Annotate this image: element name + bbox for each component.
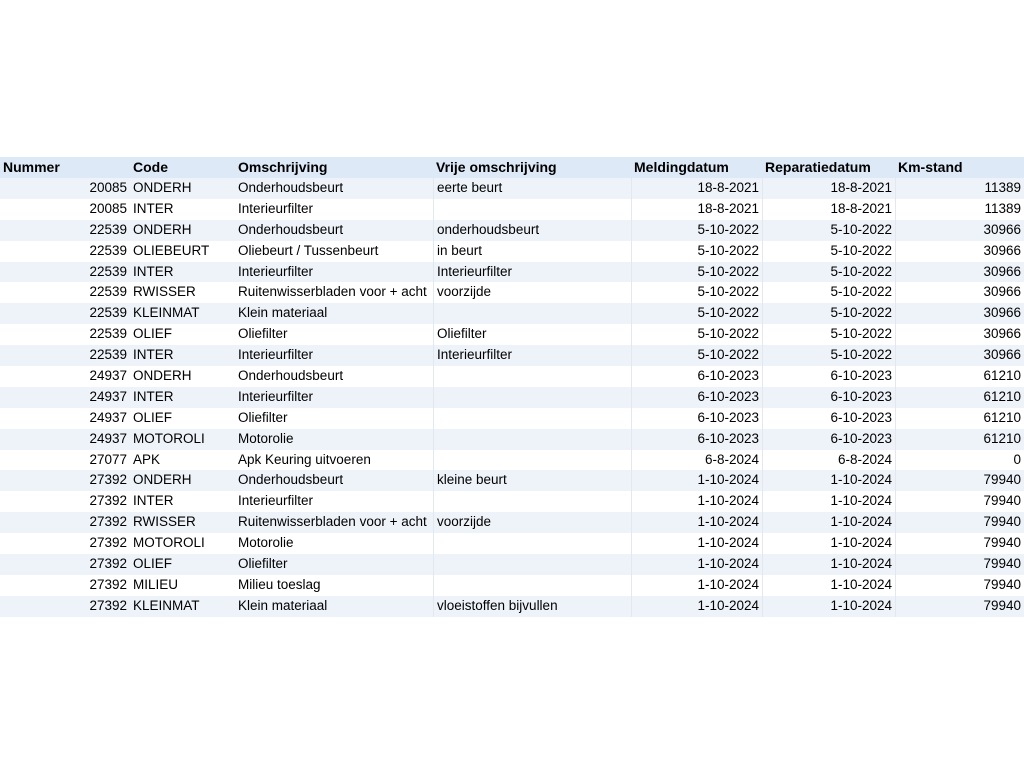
header-km-stand[interactable]: Km-stand [895, 157, 1024, 178]
cell-nummer[interactable]: 24937 [0, 408, 130, 429]
cell-meldingdatum[interactable]: 6-10-2023 [631, 429, 762, 450]
cell-reparatiedatum[interactable]: 18-8-2021 [762, 178, 895, 199]
cell-code[interactable]: ONDERH [130, 366, 235, 387]
cell-omschrijving[interactable]: Motorolie [235, 429, 433, 450]
cell-code[interactable]: OLIEF [130, 324, 235, 345]
cell-vrije-omschrijving[interactable] [433, 429, 631, 450]
cell-code[interactable]: ONDERH [130, 178, 235, 199]
cell-vrije-omschrijving[interactable]: eerte beurt [433, 178, 631, 199]
cell-km-stand[interactable]: 30966 [895, 220, 1024, 241]
cell-km-stand[interactable]: 11389 [895, 178, 1024, 199]
cell-vrije-omschrijving[interactable] [433, 303, 631, 324]
cell-reparatiedatum[interactable]: 6-10-2023 [762, 387, 895, 408]
cell-nummer[interactable]: 20085 [0, 199, 130, 220]
cell-meldingdatum[interactable]: 1-10-2024 [631, 596, 762, 617]
cell-nummer[interactable]: 22539 [0, 303, 130, 324]
cell-reparatiedatum[interactable]: 6-10-2023 [762, 408, 895, 429]
cell-reparatiedatum[interactable]: 1-10-2024 [762, 596, 895, 617]
header-omschrijving[interactable]: Omschrijving [235, 157, 433, 178]
header-vrije-omschrijving[interactable]: Vrije omschrijving [433, 157, 631, 178]
cell-omschrijving[interactable]: Interieurfilter [235, 345, 433, 366]
cell-nummer[interactable]: 20085 [0, 178, 130, 199]
cell-nummer[interactable]: 22539 [0, 220, 130, 241]
cell-meldingdatum[interactable]: 5-10-2022 [631, 303, 762, 324]
cell-reparatiedatum[interactable]: 1-10-2024 [762, 533, 895, 554]
cell-vrije-omschrijving[interactable]: voorzijde [433, 282, 631, 303]
cell-meldingdatum[interactable]: 1-10-2024 [631, 533, 762, 554]
cell-reparatiedatum[interactable]: 5-10-2022 [762, 345, 895, 366]
cell-omschrijving[interactable]: Motorolie [235, 533, 433, 554]
spreadsheet-table [0, 157, 1024, 617]
cell-vrije-omschrijving[interactable] [433, 408, 631, 429]
cell-reparatiedatum[interactable]: 1-10-2024 [762, 491, 895, 512]
cell-km-stand[interactable]: 79940 [895, 575, 1024, 596]
cell-km-stand[interactable]: 79940 [895, 554, 1024, 575]
cell-omschrijving[interactable]: Interieurfilter [235, 199, 433, 220]
cell-vrije-omschrijving[interactable]: voorzijde [433, 512, 631, 533]
cell-reparatiedatum[interactable]: 6-8-2024 [762, 450, 895, 471]
cell-nummer[interactable]: 27392 [0, 575, 130, 596]
cell-code[interactable]: ONDERH [130, 470, 235, 491]
cell-vrije-omschrijving[interactable] [433, 387, 631, 408]
cell-omschrijving[interactable]: Ruitenwisserbladen voor + acht [235, 512, 433, 533]
cell-reparatiedatum[interactable]: 1-10-2024 [762, 575, 895, 596]
cell-vrije-omschrijving[interactable]: in beurt [433, 241, 631, 262]
cell-omschrijving[interactable]: Klein materiaal [235, 596, 433, 617]
cell-nummer[interactable]: 27392 [0, 554, 130, 575]
cell-reparatiedatum[interactable]: 5-10-2022 [762, 241, 895, 262]
cell-meldingdatum[interactable]: 5-10-2022 [631, 220, 762, 241]
cell-vrije-omschrijving[interactable]: Interieurfilter [433, 262, 631, 283]
cell-meldingdatum[interactable]: 5-10-2022 [631, 241, 762, 262]
cell-meldingdatum[interactable]: 1-10-2024 [631, 491, 762, 512]
cell-code[interactable]: KLEINMAT [130, 303, 235, 324]
cell-reparatiedatum[interactable]: 1-10-2024 [762, 470, 895, 491]
header-nummer[interactable]: Nummer [0, 157, 130, 178]
cell-meldingdatum[interactable]: 6-10-2023 [631, 387, 762, 408]
cell-omschrijving[interactable]: Apk Keuring uitvoeren [235, 450, 433, 471]
cell-meldingdatum[interactable]: 18-8-2021 [631, 199, 762, 220]
cell-nummer[interactable]: 27392 [0, 512, 130, 533]
cell-meldingdatum[interactable]: 6-10-2023 [631, 408, 762, 429]
cell-km-stand[interactable]: 61210 [895, 366, 1024, 387]
cell-meldingdatum[interactable]: 5-10-2022 [631, 282, 762, 303]
cell-meldingdatum[interactable]: 1-10-2024 [631, 512, 762, 533]
cell-reparatiedatum[interactable]: 1-10-2024 [762, 554, 895, 575]
cell-nummer[interactable]: 24937 [0, 366, 130, 387]
cell-nummer[interactable]: 27392 [0, 491, 130, 512]
cell-omschrijving[interactable]: Ruitenwisserbladen voor + acht [235, 282, 433, 303]
cell-code[interactable]: INTER [130, 345, 235, 366]
cell-code[interactable]: RWISSER [130, 512, 235, 533]
cell-reparatiedatum[interactable]: 5-10-2022 [762, 220, 895, 241]
cell-km-stand[interactable]: 79940 [895, 491, 1024, 512]
cell-code[interactable]: ONDERH [130, 220, 235, 241]
cell-omschrijving[interactable]: Onderhoudsbeurt [235, 366, 433, 387]
cell-meldingdatum[interactable]: 5-10-2022 [631, 345, 762, 366]
cell-code[interactable]: MOTOROLI [130, 429, 235, 450]
cell-meldingdatum[interactable]: 6-10-2023 [631, 366, 762, 387]
cell-omschrijving[interactable]: Oliefilter [235, 554, 433, 575]
cell-meldingdatum[interactable]: 1-10-2024 [631, 470, 762, 491]
cell-km-stand[interactable]: 30966 [895, 303, 1024, 324]
cell-vrije-omschrijving[interactable]: kleine beurt [433, 470, 631, 491]
cell-vrije-omschrijving[interactable] [433, 366, 631, 387]
cell-meldingdatum[interactable]: 1-10-2024 [631, 554, 762, 575]
cell-km-stand[interactable]: 11389 [895, 199, 1024, 220]
cell-nummer[interactable]: 22539 [0, 282, 130, 303]
cell-km-stand[interactable]: 61210 [895, 429, 1024, 450]
cell-vrije-omschrijving[interactable]: vloeistoffen bijvullen [433, 596, 631, 617]
cell-km-stand[interactable]: 61210 [895, 408, 1024, 429]
cell-meldingdatum[interactable]: 5-10-2022 [631, 324, 762, 345]
cell-omschrijving[interactable]: Milieu toeslag [235, 575, 433, 596]
cell-reparatiedatum[interactable]: 6-10-2023 [762, 429, 895, 450]
cell-code[interactable]: OLIEF [130, 554, 235, 575]
cell-km-stand[interactable]: 0 [895, 450, 1024, 471]
cell-reparatiedatum[interactable]: 5-10-2022 [762, 262, 895, 283]
cell-nummer[interactable]: 22539 [0, 345, 130, 366]
cell-km-stand[interactable]: 79940 [895, 470, 1024, 491]
cell-km-stand[interactable]: 79940 [895, 512, 1024, 533]
cell-reparatiedatum[interactable]: 1-10-2024 [762, 512, 895, 533]
cell-vrije-omschrijving[interactable] [433, 450, 631, 471]
cell-omschrijving[interactable]: Oliefilter [235, 408, 433, 429]
cell-omschrijving[interactable]: Klein materiaal [235, 303, 433, 324]
cell-reparatiedatum[interactable]: 5-10-2022 [762, 282, 895, 303]
cell-nummer[interactable]: 22539 [0, 241, 130, 262]
cell-reparatiedatum[interactable]: 5-10-2022 [762, 324, 895, 345]
cell-nummer[interactable]: 27392 [0, 596, 130, 617]
cell-nummer[interactable]: 27392 [0, 533, 130, 554]
cell-reparatiedatum[interactable]: 6-10-2023 [762, 366, 895, 387]
cell-code[interactable]: INTER [130, 387, 235, 408]
cell-vrije-omschrijving[interactable]: Oliefilter [433, 324, 631, 345]
cell-code[interactable]: MILIEU [130, 575, 235, 596]
cell-km-stand[interactable]: 30966 [895, 324, 1024, 345]
header-code[interactable]: Code [130, 157, 235, 178]
header-reparatiedatum[interactable]: Reparatiedatum [762, 157, 895, 178]
cell-meldingdatum[interactable]: 1-10-2024 [631, 575, 762, 596]
cell-omschrijving[interactable]: Interieurfilter [235, 262, 433, 283]
cell-code[interactable]: OLIEBEURT [130, 241, 235, 262]
cell-omschrijving[interactable]: Onderhoudsbeurt [235, 220, 433, 241]
cell-code[interactable]: OLIEF [130, 408, 235, 429]
cell-km-stand[interactable]: 79940 [895, 596, 1024, 617]
cell-nummer[interactable]: 24937 [0, 387, 130, 408]
cell-nummer[interactable]: 27077 [0, 450, 130, 471]
cell-omschrijving[interactable]: Oliebeurt / Tussenbeurt [235, 241, 433, 262]
cell-code[interactable]: RWISSER [130, 282, 235, 303]
cell-vrije-omschrijving[interactable]: Interieurfilter [433, 345, 631, 366]
cell-vrije-omschrijving[interactable] [433, 491, 631, 512]
cell-vrije-omschrijving[interactable] [433, 554, 631, 575]
cell-vrije-omschrijving[interactable]: onderhoudsbeurt [433, 220, 631, 241]
cell-km-stand[interactable]: 30966 [895, 262, 1024, 283]
cell-code[interactable]: KLEINMAT [130, 596, 235, 617]
cell-omschrijving[interactable]: Interieurfilter [235, 491, 433, 512]
cell-code[interactable]: INTER [130, 491, 235, 512]
table-grid [0, 157, 1024, 617]
cell-nummer[interactable]: 24937 [0, 429, 130, 450]
cell-nummer[interactable]: 22539 [0, 324, 130, 345]
cell-vrije-omschrijving[interactable] [433, 199, 631, 220]
cell-nummer[interactable]: 27392 [0, 470, 130, 491]
cell-omschrijving[interactable]: Interieurfilter [235, 387, 433, 408]
cell-reparatiedatum[interactable]: 5-10-2022 [762, 303, 895, 324]
cell-nummer[interactable]: 22539 [0, 262, 130, 283]
cell-omschrijving[interactable]: Onderhoudsbeurt [235, 178, 433, 199]
cell-vrije-omschrijving[interactable] [433, 575, 631, 596]
cell-km-stand[interactable]: 61210 [895, 387, 1024, 408]
cell-vrije-omschrijving[interactable] [433, 533, 631, 554]
cell-km-stand[interactable]: 30966 [895, 345, 1024, 366]
cell-km-stand[interactable]: 79940 [895, 533, 1024, 554]
cell-km-stand[interactable]: 30966 [895, 282, 1024, 303]
cell-meldingdatum[interactable]: 5-10-2022 [631, 262, 762, 283]
cell-omschrijving[interactable]: Oliefilter [235, 324, 433, 345]
cell-meldingdatum[interactable]: 6-8-2024 [631, 450, 762, 471]
cell-meldingdatum[interactable]: 18-8-2021 [631, 178, 762, 199]
cell-km-stand[interactable]: 30966 [895, 241, 1024, 262]
header-meldingdatum[interactable]: Meldingdatum [631, 157, 762, 178]
cell-code[interactable]: INTER [130, 199, 235, 220]
cell-code[interactable]: INTER [130, 262, 235, 283]
cell-reparatiedatum[interactable]: 18-8-2021 [762, 199, 895, 220]
cell-code[interactable]: MOTOROLI [130, 533, 235, 554]
cell-omschrijving[interactable]: Onderhoudsbeurt [235, 470, 433, 491]
cell-code[interactable]: APK [130, 450, 235, 471]
